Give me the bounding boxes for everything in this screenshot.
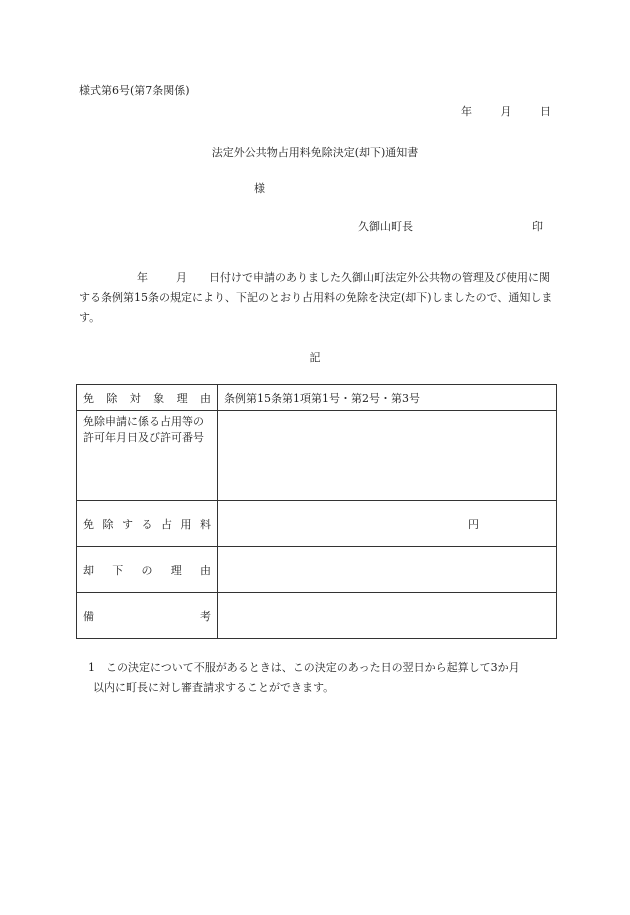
yen-unit: 円 — [468, 517, 479, 531]
date-day: 日 — [540, 105, 551, 118]
exemption-reason-value: 条例第15条第1項第1号・第2号・第3号 — [218, 385, 557, 411]
details-table — [76, 384, 557, 639]
form-number: 様式第6号(第7条関係) — [79, 84, 190, 97]
remarks-label — [77, 593, 218, 639]
label-spread — [83, 390, 211, 406]
note-line-1: この決定について不服があるときは、この決定のあった日の翌日から起算して3か月 — [106, 661, 520, 674]
note-number: 1 — [88, 661, 95, 674]
date-line — [461, 103, 551, 119]
document-title: 法定外公共物占用料免除決定(却下)通知書 — [211, 146, 419, 159]
ki-heading: 記 — [309, 351, 321, 364]
label-text: 却 下 の 理 由 — [83, 563, 211, 577]
date-month: 月 — [500, 105, 512, 118]
body-month: 月 — [176, 271, 187, 284]
remarks-label-left: 備 — [83, 609, 94, 623]
table-row — [77, 385, 557, 411]
notice-body — [79, 268, 559, 328]
permit-date-value — [218, 411, 557, 501]
issuer-name: 久御山町長 — [358, 220, 413, 233]
table-row — [77, 501, 557, 547]
label-spread — [83, 562, 211, 578]
body-year: 年 — [137, 271, 148, 284]
label-text: 免 除 す る 占 用 料 — [83, 517, 211, 531]
addressee-suffix: 様 — [254, 182, 265, 195]
row-label — [77, 501, 218, 547]
exempt-fee-value — [218, 501, 557, 547]
remarks-value — [218, 593, 557, 639]
row-label — [77, 547, 218, 593]
table-row — [77, 593, 557, 639]
label-text: 免 除 対 象 理 由 — [83, 391, 211, 405]
permit-date-label: 免除申請に係る占用等の許可年月日及び許可番号 — [77, 411, 218, 501]
seal-mark: 印 — [532, 220, 543, 233]
remarks-label-right: 考 — [200, 609, 211, 623]
note-1 — [88, 658, 558, 698]
row-label — [77, 385, 218, 411]
rejection-reason-value — [218, 547, 557, 593]
date-year: 年 — [461, 105, 472, 118]
label-spread — [83, 516, 211, 532]
table-row — [77, 411, 557, 501]
body-text: 日付けで申請のありました久御山町法定外公共物の管理及び使用に関する条例第15条の規定により、下記のとおり占用料の免除を決定(却下)しましたので、通知します。 — [79, 271, 553, 324]
note-line-2: 以内に町長に対し審査請求することができます。 — [93, 681, 335, 694]
table-row — [77, 547, 557, 593]
